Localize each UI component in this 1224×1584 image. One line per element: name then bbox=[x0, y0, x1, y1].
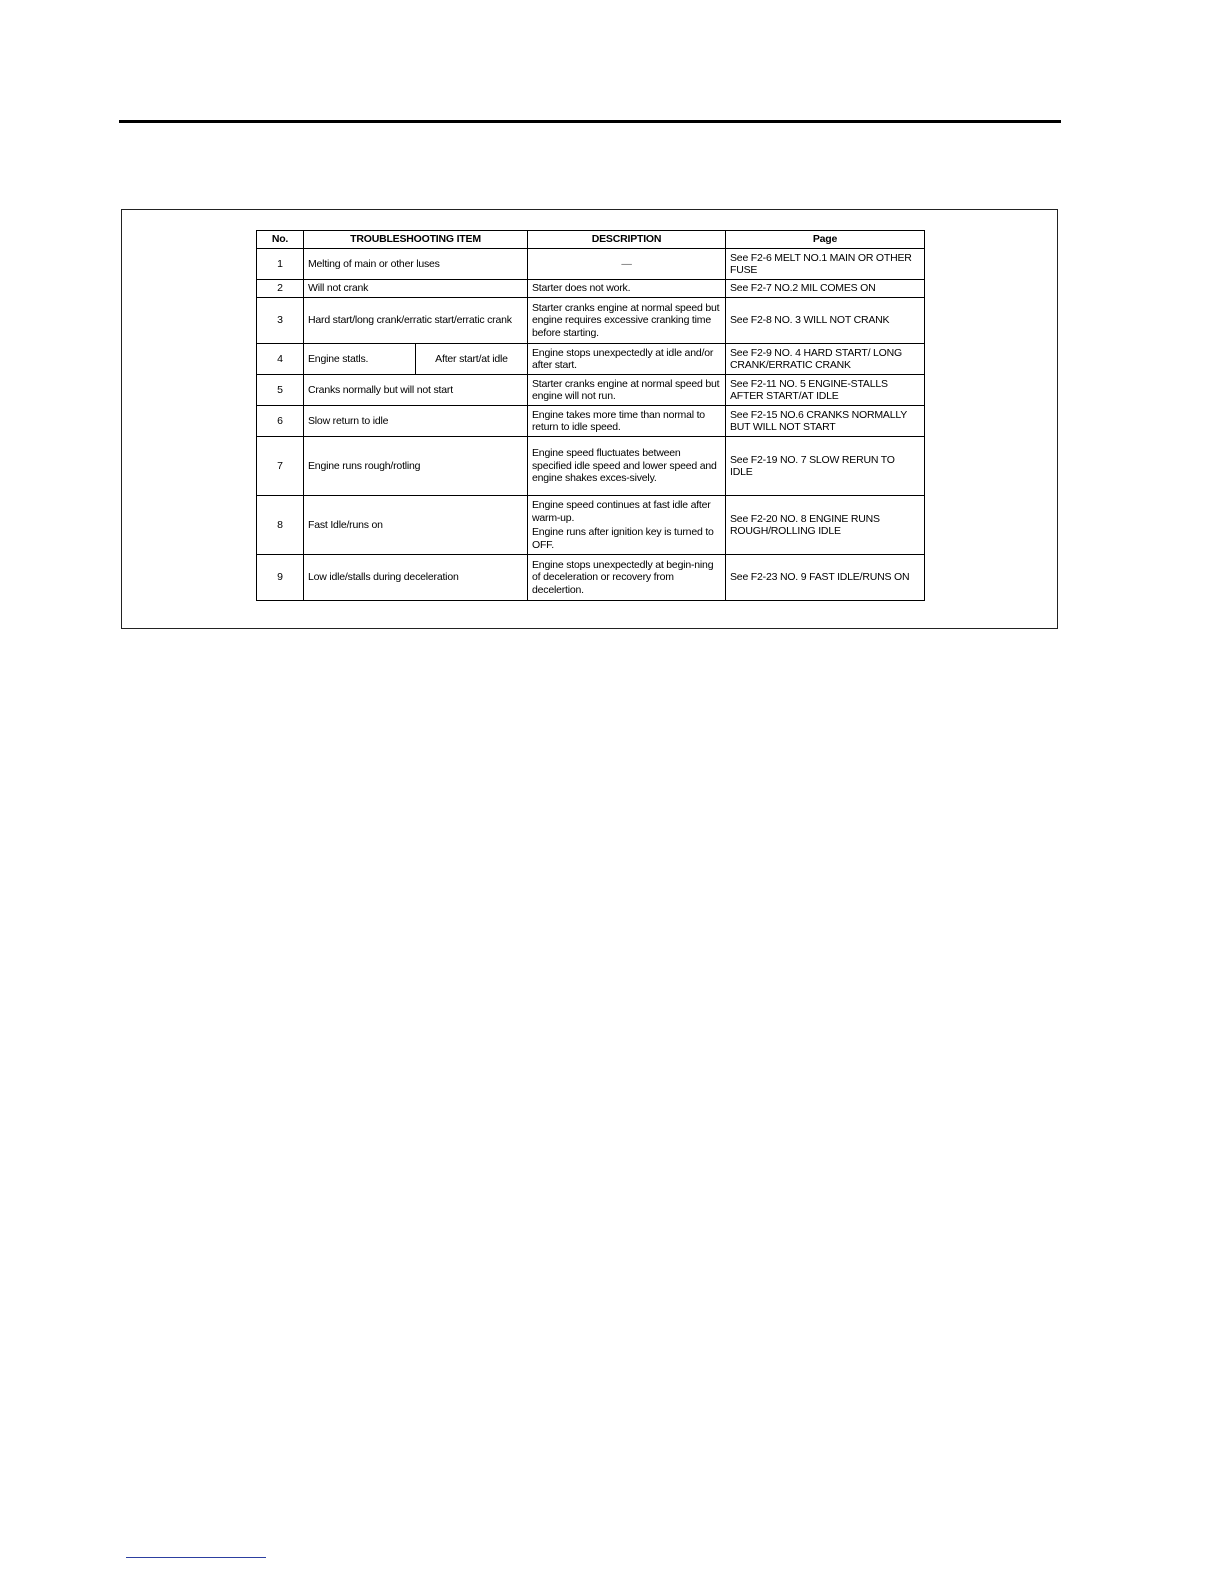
page-reference: See F2-9 NO. 4 HARD START/ LONG CRANK/ERRATIC CRANK bbox=[726, 344, 925, 375]
description: Engine stops unexpectedly at begin-ning of deceleration or recovery from decelertion. bbox=[528, 555, 726, 601]
troubleshooting-item: Cranks normally but will not start bbox=[304, 375, 528, 406]
page-reference: See F2-11 NO. 5 ENGINE-STALLS AFTER START/AT IDLE bbox=[726, 375, 925, 406]
troubleshooting-sub-item: After start/at idle bbox=[416, 344, 528, 375]
description: Engine stops unexpectedly at idle and/or after start. bbox=[528, 344, 726, 375]
row-number: 8 bbox=[257, 496, 304, 555]
description-line: Engine speed continues at fast idle after warm-up. bbox=[532, 499, 711, 524]
footer-link-underline bbox=[126, 1557, 266, 1558]
header-troubleshooting-item: TROUBLESHOOTING ITEM bbox=[304, 231, 528, 249]
troubleshooting-item: Melting of main or other luses bbox=[304, 249, 528, 280]
row-number: 7 bbox=[257, 437, 304, 496]
header-no: No. bbox=[257, 231, 304, 249]
page-reference: See F2-23 NO. 9 FAST IDLE/RUNS ON bbox=[726, 555, 925, 601]
troubleshooting-item: Fast Idle/runs on bbox=[304, 496, 528, 555]
page-reference: See F2-8 NO. 3 WILL NOT CRANK bbox=[726, 298, 925, 344]
description: Starter cranks engine at normal speed but engine requires excessive cranking time before starting. bbox=[528, 298, 726, 344]
description: — bbox=[528, 249, 726, 280]
page-reference: See F2-6 MELT NO.1 MAIN OR OTHER FUSE bbox=[726, 249, 925, 280]
troubleshooting-item: Hard start/long crank/erratic start/erratic crank bbox=[304, 298, 528, 344]
table-row bbox=[257, 437, 925, 496]
table-row bbox=[257, 375, 925, 406]
description: Engine takes more time than normal to return to idle speed. bbox=[528, 406, 726, 437]
row-number: 4 bbox=[257, 344, 304, 375]
header-description: DESCRIPTION bbox=[528, 231, 726, 249]
page-reference: See F2-20 NO. 8 ENGINE RUNS ROUGH/ROLLING IDLE bbox=[726, 496, 925, 555]
page-reference: See F2-15 NO.6 CRANKS NORMALLY BUT WILL NOT START bbox=[726, 406, 925, 437]
table-row bbox=[257, 249, 925, 280]
troubleshooting-item: Will not crank bbox=[304, 280, 528, 298]
row-number: 3 bbox=[257, 298, 304, 344]
description: Engine speed fluctuates between specified idle speed and lower speed and engine shakes exces-sively. bbox=[528, 437, 726, 496]
troubleshooting-item: Low idle/stalls during deceleration bbox=[304, 555, 528, 601]
row-number: 6 bbox=[257, 406, 304, 437]
row-number: 2 bbox=[257, 280, 304, 298]
table-header-row bbox=[257, 231, 925, 249]
row-number: 9 bbox=[257, 555, 304, 601]
troubleshooting-table bbox=[256, 230, 925, 601]
header-rule bbox=[119, 120, 1061, 123]
troubleshooting-item: Engine statls. bbox=[304, 344, 416, 375]
table-row bbox=[257, 344, 925, 375]
row-number: 5 bbox=[257, 375, 304, 406]
table-row bbox=[257, 406, 925, 437]
row-number: 1 bbox=[257, 249, 304, 280]
description bbox=[528, 496, 726, 555]
table-row bbox=[257, 280, 925, 298]
table-row bbox=[257, 555, 925, 601]
description: Starter cranks engine at normal speed but engine will not run. bbox=[528, 375, 726, 406]
table-row bbox=[257, 496, 925, 555]
page-reference: See F2-19 NO. 7 SLOW RERUN TO IDLE bbox=[726, 437, 925, 496]
troubleshooting-item: Slow return to idle bbox=[304, 406, 528, 437]
page-reference: See F2-7 NO.2 MIL COMES ON bbox=[726, 280, 925, 298]
description-line: Engine runs after ignition key is turned to OFF. bbox=[532, 526, 714, 551]
table-row bbox=[257, 298, 925, 344]
troubleshooting-item: Engine runs rough/rotling bbox=[304, 437, 528, 496]
header-page: Page bbox=[726, 231, 925, 249]
description: Starter does not work. bbox=[528, 280, 726, 298]
